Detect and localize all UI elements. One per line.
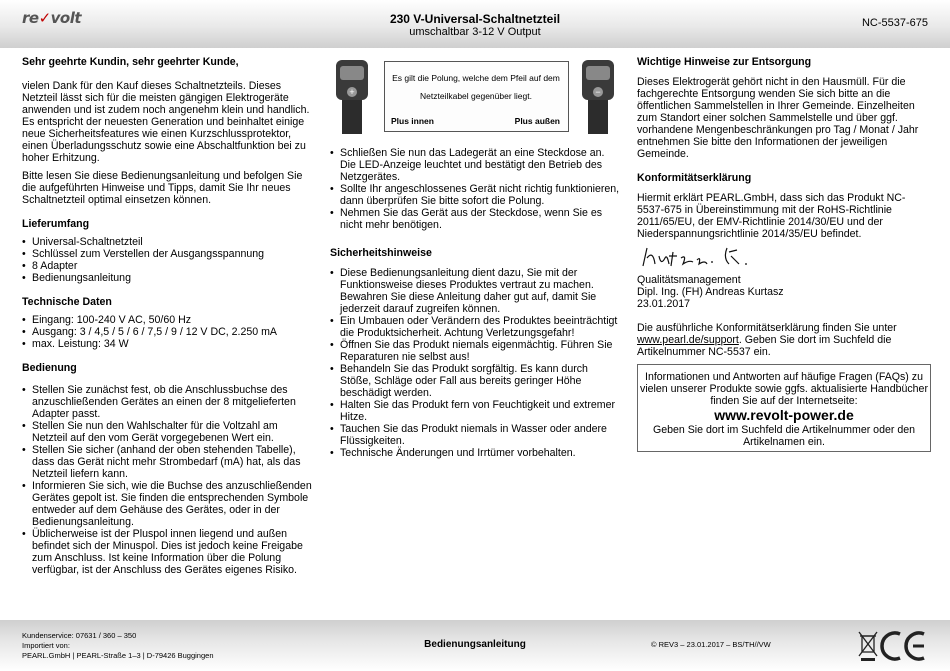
list-item: • Schließen Sie nun das Ladegerät an eine Steckdose an. Die LED-Anzeige leuchtet und bestätigt den Betrieb des Netzgerätes. xyxy=(330,147,620,183)
info-box xyxy=(637,364,931,452)
conformity-heading: Konformitätserklärung xyxy=(637,172,752,184)
importer-address: PEARL.GmbH | PEARL-Straße 1–3 | D-79426 Buggingen xyxy=(22,651,214,660)
tech-list xyxy=(22,314,312,350)
plug-connector-icon xyxy=(578,58,618,138)
importer-label: Importiert von: xyxy=(22,641,70,650)
list-item: • Sollte Ihr angeschlossenes Gerät nicht richtig funktionieren, dann überprüfen Sie bitte sofort die Polung. xyxy=(330,183,620,207)
polarity-inner-label: Plus innen xyxy=(391,116,434,126)
operation-list-continued xyxy=(330,147,620,231)
list-item: • Ein Umbauen oder Verändern des Produktes beeinträchtigt die Produktsicherheit. Achtung Verletzungsgefahr! xyxy=(330,315,620,339)
polarity-box xyxy=(384,61,569,132)
list-item: • Stellen Sie sicher (anhand der oben stehenden Tabelle), dass das Gerät nicht mehr Strombedarf (mA) hat, als das Netzteil liefern kann. xyxy=(22,444,312,480)
tech-heading: Technische Daten xyxy=(22,296,112,308)
list-item: • Behandeln Sie das Produkt sorgfältig. Es kann durch Stöße, Schläge oder Fall aus bereits geringer Höhe beschädigt werden. xyxy=(330,363,620,399)
disposal-paragraph: Dieses Elektrogerät gehört nicht in den Hausmüll. Für die fachgerechte Entsorgung wenden Sie sich bitte an die öffentlichen Sammelstellen in Ihrer Gemeinde. Einzelheiten zum Standort einer solchen Sammelstelle und über ggf. vorhandene Mengenbeschränkungen pro Tag / Monat / Jahr entnehmen Sie bitte den Informationen der jeweiligen Gemeinde. xyxy=(637,76,919,160)
intro-paragraph: vielen Dank für den Kauf dieses Schaltnetzteils. Dieses Netzteil lässt sich für die meisten gängigen Elektrogeräte anwenden und ist zudem noch angenehm klein und handlich. Es entspricht der neuesten Generation und beinhaltet einige neue Sicherheitsfeatures wie einen Kurzschlussprotektor, einen Überladungsschutz sowie eine Abschaltfunktion bei zu hoher Erhitzung. xyxy=(22,80,310,164)
intro-paragraph-2: Bitte lesen Sie diese Bedienungsanleitung und befolgen Sie die aufgeführten Hinweise und Tipps, damit Sie Ihr neues Schaltnetzteil optimal einsetzen können. xyxy=(22,170,303,206)
plug-connector-icon xyxy=(332,58,372,138)
info-search-text: Geben Sie dort im Suchfeld die Artikelnummer oder den Artikelnamen ein. xyxy=(652,424,916,448)
list-item: • Eingang: 100-240 V AC, 50/60 Hz xyxy=(22,314,312,326)
list-item: • 8 Adapter xyxy=(22,260,312,272)
info-text: Informationen und Antworten auf häufige Fragen (FAQs) zu vielen unserer Produkte sowie ggfs. aktualisierte Handbücher finden Sie auf der Internetseite: xyxy=(640,371,928,407)
qm-title: Qualitätsmanagement xyxy=(637,274,741,286)
list-item: • Technische Änderungen und Irrtümer vorbehalten. xyxy=(330,447,620,459)
conformity-paragraph: Hiermit erklärt PEARL.GmbH, dass sich das Produkt NC-5537-675 in Übereinstimmung mit der RoHS-Richtlinie 2011/65/EU, der EMV-Richtlinie 2014/30/EU und der Niederspannungsrichtlinie 2014/35/EU befindet. xyxy=(637,192,906,240)
greeting: Sehr geehrte Kundin, sehr geehrter Kunde, xyxy=(22,56,239,68)
weee-crossed-bin-icon xyxy=(858,630,878,662)
operation-list xyxy=(22,384,312,576)
list-item: • Tauchen Sie das Produkt niemals in Wasser oder andere Flüssigkeiten. xyxy=(330,423,620,447)
footer-title: Bedienungsanleitung xyxy=(424,639,526,650)
page-header xyxy=(0,0,950,48)
polarity-outer-label: Plus außen xyxy=(514,116,560,126)
signature-image xyxy=(637,244,757,272)
qm-date: 23.01.2017 xyxy=(637,298,691,310)
list-item: • Halten Sie das Produkt fern von Feuchtigkeit und extremer Hitze. xyxy=(330,399,620,423)
revolt-logo: re✓volt xyxy=(22,9,82,27)
footer-copyright: © REV3 – 23.01.2017 – BS/TH//VW xyxy=(651,640,771,649)
svg-text:+: + xyxy=(349,87,355,97)
conformity-more: Die ausführliche Konformitätserklärung finden Sie unter www.pearl.de/support. Geben Sie dort im Suchfeld die Artikelnummer NC-5537 ein. xyxy=(637,322,897,358)
column-right xyxy=(637,56,927,358)
ce-mark-icon xyxy=(880,630,928,662)
disposal-heading: Wichtige Hinweise zur Entsorgung xyxy=(637,56,812,68)
qm-name: Dipl. Ing. (FH) Andreas Kurtasz xyxy=(637,286,784,298)
list-item: • Schlüssel zum Verstellen der Ausgangsspannung xyxy=(22,248,312,260)
website-url[interactable]: www.revolt-power.de xyxy=(714,407,854,423)
column-left xyxy=(22,56,312,576)
scope-list xyxy=(22,236,312,284)
list-item: • Stellen Sie zunächst fest, ob die Anschlussbuchse des anzuschließenden Gerätes an einen der 8 mitgelieferten Adapter passt. xyxy=(22,384,312,420)
support-link[interactable]: www.pearl.de/support xyxy=(637,334,739,346)
svg-text:−: − xyxy=(595,87,601,97)
list-item: • Universal-Schaltnetzteil xyxy=(22,236,312,248)
polarity-text: Es gilt die Polung, welche dem Pfeil auf dem Netzteilkabel gegenüber liegt. xyxy=(392,73,560,101)
customer-service: Kundenservice: 07631 / 360 – 350 xyxy=(22,631,137,640)
list-item: • Diese Bedienungsanleitung dient dazu, Sie mit der Funktionsweise dieses Produktes vertraut zu machen. Bewahren Sie diese Anleitung daher gut auf, damit Sie jederzeit darauf zugreifen können. xyxy=(330,267,620,315)
list-item: • Öffnen Sie das Produkt niemals eigenmächtig. Führen Sie Reparaturen nie selbst aus! xyxy=(330,339,620,363)
column-middle xyxy=(330,147,620,459)
document-subtitle: umschaltbar 3-12 V Output xyxy=(409,26,541,38)
safety-heading: Sicherheitshinweise xyxy=(330,247,432,259)
list-item: • max. Leistung: 34 W xyxy=(22,338,312,350)
page-footer xyxy=(0,620,950,671)
list-item: • Bedienungsanleitung xyxy=(22,272,312,284)
document-title: 230 V-Universal-Schaltnetzteil xyxy=(389,12,561,26)
scope-heading: Lieferumfang xyxy=(22,218,90,230)
list-item: • Nehmen Sie das Gerät aus der Steckdose, wenn Sie es nicht mehr benötigen. xyxy=(330,207,620,231)
list-item: • Stellen Sie nun den Wahlschalter für die Voltzahl am Netzteil auf den vom Gerät vorgegebenen Wert ein. xyxy=(22,420,312,444)
operation-heading: Bedienung xyxy=(22,362,77,374)
list-item: • Informieren Sie sich, wie die Buchse des anzuschließenden Gerätes gepolt ist. Sie finden die entsprechenden Symbole entweder auf dem Gehäuse des Gerätes, oder in der Bedienungsanleitung. xyxy=(22,480,312,528)
list-item: • Üblicherweise ist der Pluspol innen liegend und außen befindet sich der Minuspol. Dies ist jedoch keine Freigabe zum Anschluss. Ist keine Information über die Polung verfügbar, ist der Anschluss des Gerätes eigenes Risiko. xyxy=(22,528,312,576)
list-item: • Ausgang: 3 / 4,5 / 5 / 6 / 7,5 / 9 / 12 V DC, 2.250 mA xyxy=(22,326,312,338)
safety-list xyxy=(330,267,620,459)
item-number: NC-5537-675 xyxy=(861,17,928,29)
